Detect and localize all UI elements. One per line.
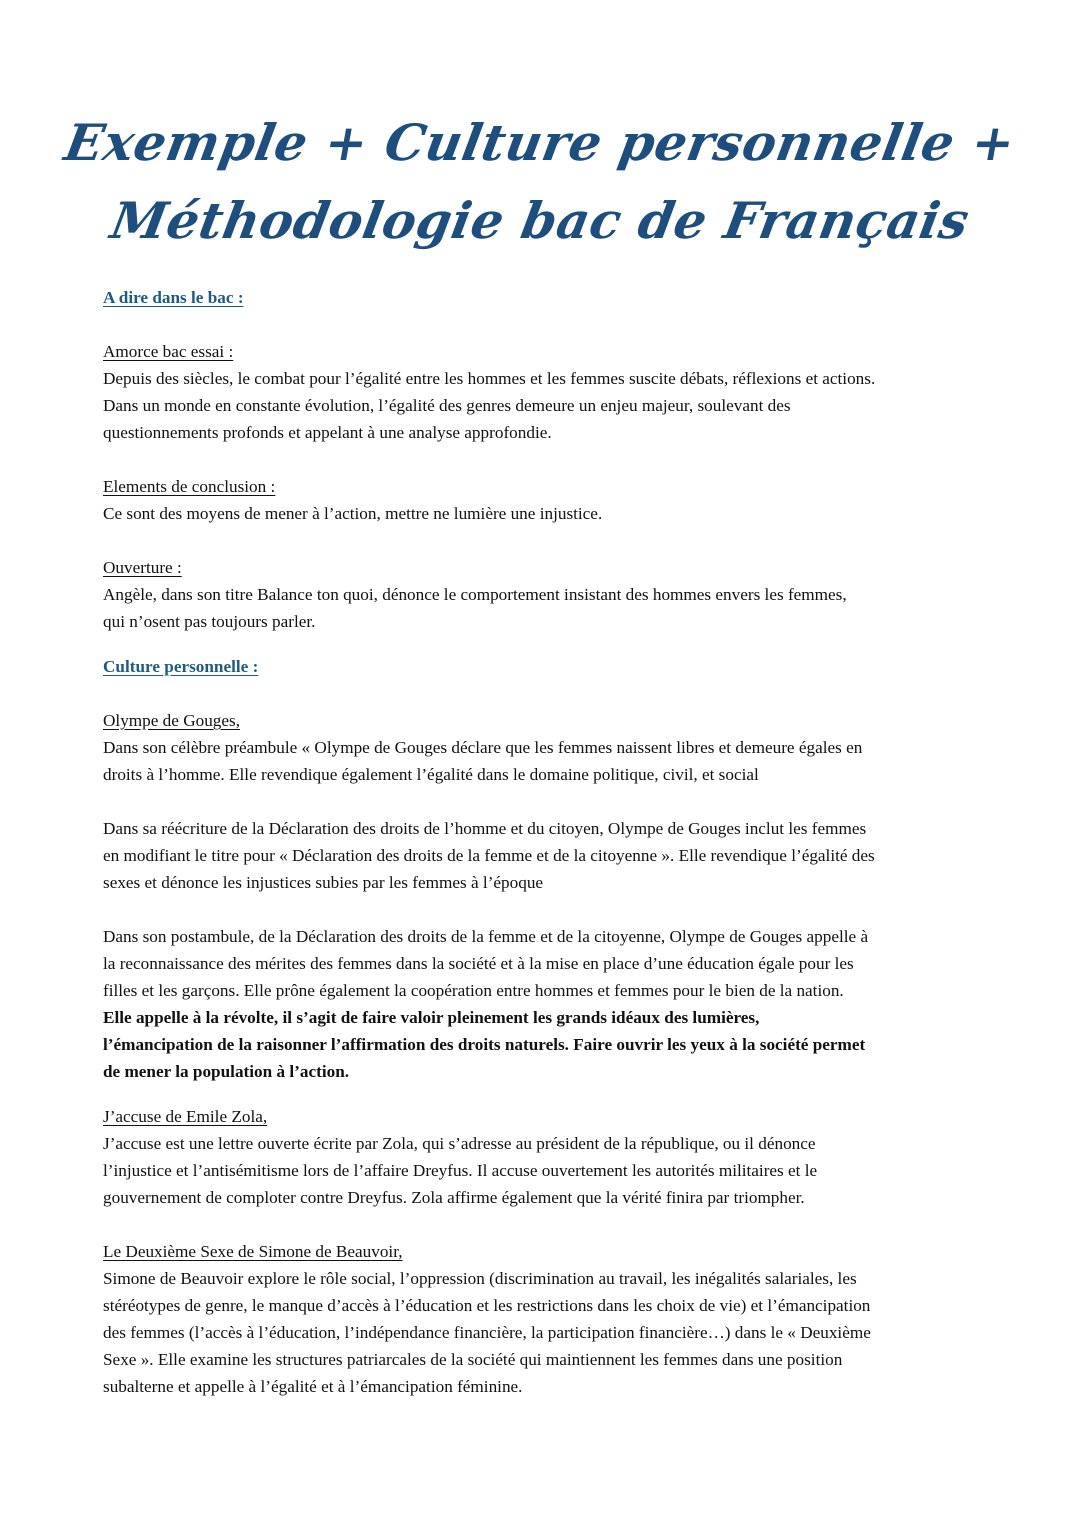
text-line: Ce sont des moyens de mener à l’action, mettre ne lumière une injustice. xyxy=(103,504,603,523)
text-line: gouvernement de comploter contre Dreyfus. Zola affirme également que la vérité finira par triompher. xyxy=(103,1188,805,1207)
paragraph-olympe-postambule xyxy=(103,923,983,1085)
text-line: l’injustice et l’antisémitisme lors de l’affaire Dreyfus. Il accuse ouvertement les autorités militaires et le xyxy=(103,1161,818,1180)
text-line: subalterne et appelle à l’égalité et à l’émancipation féminine. xyxy=(103,1377,523,1396)
subheading-conclusion: Elements de conclusion : xyxy=(103,477,276,496)
paragraph-beauvoir xyxy=(103,1265,983,1400)
block-ouverture xyxy=(103,554,983,635)
text-line-bold: Elle appelle à la révolte, il s’agit de faire valoir pleinement les grands idéaux des lumières, xyxy=(103,1008,760,1027)
text-line: qui n’osent pas toujours parler. xyxy=(103,612,316,631)
text-line: Simone de Beauvoir explore le rôle social, l’oppression (discrimination au travail, les inégalités salariales, les xyxy=(103,1269,857,1288)
block-deuxieme-sexe-beauvoir xyxy=(103,1238,983,1400)
text-line: sexes et dénonce les injustices subies par les femmes à l’époque xyxy=(103,873,544,892)
text-line: Dans sa réécriture de la Déclaration des droits de l’homme et du citoyen, Olympe de Gouges inclut les femmes xyxy=(103,819,867,838)
paragraph-amorce xyxy=(103,365,983,446)
text-line: Dans son célèbre préambule « Olympe de Gouges déclare que les femmes naissent libres et demeure égales en xyxy=(103,738,863,757)
text-line: Sexe ». Elle examine les structures patriarcales de la société qui maintiennent les femmes dans une position xyxy=(103,1350,843,1369)
paragraph-zola xyxy=(103,1130,983,1211)
text-line-bold: de mener la population à l’action. xyxy=(103,1062,350,1081)
text-line: stéréotypes de genre, le manque d’accès à l’éducation et les restrictions dans les choix de vie) et l’émancipation xyxy=(103,1296,871,1315)
text-line: Dans un monde en constante évolution, l’égalité des genres demeure un enjeu majeur, soulevant des xyxy=(103,396,791,415)
document-title-line-1: Exemple + Culture personnelle + xyxy=(60,113,1020,172)
section-heading-culture-personnelle: Culture personnelle : xyxy=(103,657,259,676)
block-amorce xyxy=(103,338,983,446)
paragraph-olympe-preambule xyxy=(103,734,983,788)
paragraph-olympe-reecriture xyxy=(103,815,983,896)
subheading-zola: J’accuse de Emile Zola, xyxy=(103,1107,268,1126)
paragraph-ouverture xyxy=(103,581,983,635)
subheading-olympe: Olympe de Gouges, xyxy=(103,711,240,730)
paragraph-conclusion xyxy=(103,500,983,527)
document-title-line-2: Méthodologie bac de Français xyxy=(106,191,974,250)
subheading-beauvoir: Le Deuxième Sexe de Simone de Beauvoir, xyxy=(103,1242,403,1261)
section-heading-a-dire: A dire dans le bac : xyxy=(103,288,244,307)
block-jaccuse-zola xyxy=(103,1103,983,1211)
text-line: en modifiant le titre pour « Déclaration des droits de la femme et de la citoyenne ». Elle revendique l’égalité des xyxy=(103,846,875,865)
text-line: Angèle, dans son titre Balance ton quoi, dénonce le comportement insistant des hommes envers les femmes, xyxy=(103,585,847,604)
text-line: droits à l’homme. Elle revendique également l’égalité dans le domaine politique, civil, et social xyxy=(103,765,759,784)
text-line-bold: l’émancipation de la raisonner l’affirmation des droits naturels. Faire ouvrir les yeux à la société permet xyxy=(103,1035,866,1054)
document-content xyxy=(103,284,983,1400)
text-line: Dans son postambule, de la Déclaration des droits de la femme et de la citoyenne, Olympe de Gouges appelle à xyxy=(103,927,869,946)
text-line: la reconnaissance des mérites des femmes dans la société et à la mise en place d’une éducation égale pour les xyxy=(103,954,854,973)
subheading-ouverture: Ouverture : xyxy=(103,558,182,577)
text-line: Depuis des siècles, le combat pour l’égalité entre les hommes et les femmes suscite débats, réflexions et actions. xyxy=(103,369,876,388)
text-line: filles et les garçons. Elle prône également la coopération entre hommes et femmes pour le bien de la nation. xyxy=(103,981,844,1000)
block-conclusion xyxy=(103,473,983,527)
block-olympe-de-gouges xyxy=(103,707,983,1085)
subheading-amorce: Amorce bac essai : xyxy=(103,342,234,361)
text-line: J’accuse est une lettre ouverte écrite par Zola, qui s’adresse au président de la république, ou il dénonce xyxy=(103,1134,816,1153)
text-line: questionnements profonds et appelant à une analyse approfondie. xyxy=(103,423,552,442)
text-line: des femmes (l’accès à l’éducation, l’indépendance financière, la participation financière…) dans le « Deuxième xyxy=(103,1323,871,1342)
